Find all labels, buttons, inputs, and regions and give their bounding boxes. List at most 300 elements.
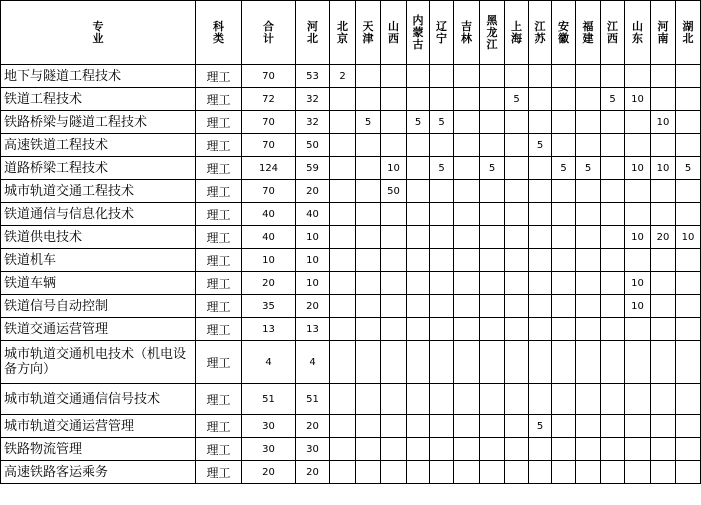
quota-cell	[552, 415, 576, 438]
quota-cell	[651, 318, 676, 341]
quota-cell	[480, 461, 505, 484]
quota-cell	[651, 88, 676, 111]
total-cell: 70	[242, 180, 296, 203]
category-cell: 理工	[196, 134, 242, 157]
quota-cell	[407, 88, 430, 111]
quota-cell	[625, 134, 651, 157]
quota-cell	[407, 180, 430, 203]
header-province: 山东	[625, 1, 651, 65]
quota-cell	[454, 384, 480, 415]
quota-cell	[356, 438, 381, 461]
quota-cell	[454, 295, 480, 318]
quota-cell	[430, 134, 454, 157]
quota-cell	[552, 318, 576, 341]
quota-cell	[480, 226, 505, 249]
quota-cell	[330, 295, 356, 318]
quota-cell	[651, 134, 676, 157]
quota-cell	[356, 157, 381, 180]
quota-cell	[601, 249, 625, 272]
quota-cell	[625, 318, 651, 341]
quota-cell: 20	[296, 180, 330, 203]
quota-cell	[576, 203, 601, 226]
header-province: 福建	[576, 1, 601, 65]
quota-cell	[356, 272, 381, 295]
quota-cell	[529, 249, 552, 272]
quota-cell	[601, 65, 625, 88]
quota-cell	[505, 272, 529, 295]
quota-cell	[676, 341, 701, 384]
table-row	[1, 341, 701, 384]
category-cell: 理工	[196, 461, 242, 484]
quota-cell	[529, 341, 552, 384]
quota-cell: 10	[676, 226, 701, 249]
quota-cell	[601, 295, 625, 318]
quota-cell	[454, 438, 480, 461]
quota-cell	[505, 318, 529, 341]
table-row	[1, 249, 701, 272]
category-cell: 理工	[196, 249, 242, 272]
quota-cell	[601, 203, 625, 226]
quota-cell	[576, 134, 601, 157]
total-cell: 4	[242, 341, 296, 384]
quota-cell	[576, 415, 601, 438]
category-cell: 理工	[196, 203, 242, 226]
quota-cell	[505, 415, 529, 438]
quota-cell	[430, 318, 454, 341]
quota-cell	[430, 88, 454, 111]
quota-cell	[529, 272, 552, 295]
quota-cell: 10	[296, 249, 330, 272]
quota-cell: 5	[480, 157, 505, 180]
quota-cell	[505, 461, 529, 484]
quota-cell	[480, 88, 505, 111]
quota-cell	[601, 157, 625, 180]
header-province: 黑龙江	[480, 1, 505, 65]
quota-cell	[552, 384, 576, 415]
category-cell: 理工	[196, 318, 242, 341]
quota-cell	[454, 180, 480, 203]
quota-cell: 5	[356, 111, 381, 134]
quota-cell: 5	[576, 157, 601, 180]
quota-cell	[356, 461, 381, 484]
quota-cell	[381, 318, 407, 341]
header-province: 天津	[356, 1, 381, 65]
quota-cell	[505, 65, 529, 88]
quota-cell	[407, 157, 430, 180]
category-cell: 理工	[196, 65, 242, 88]
quota-cell	[381, 65, 407, 88]
table-row	[1, 415, 701, 438]
quota-cell	[676, 384, 701, 415]
quota-cell	[576, 226, 601, 249]
quota-cell: 5	[505, 88, 529, 111]
major-cell: 铁路桥梁与隧道工程技术	[1, 111, 196, 134]
quota-cell	[529, 157, 552, 180]
quota-cell	[330, 88, 356, 111]
quota-cell: 32	[296, 111, 330, 134]
quota-cell: 2	[330, 65, 356, 88]
quota-cell: 5	[430, 157, 454, 180]
quota-cell	[676, 180, 701, 203]
quota-cell	[430, 461, 454, 484]
quota-cell: 51	[296, 384, 330, 415]
table-row	[1, 226, 701, 249]
quota-cell	[552, 88, 576, 111]
header-province: 内蒙古	[407, 1, 430, 65]
quota-cell	[381, 438, 407, 461]
quota-cell	[381, 88, 407, 111]
quota-cell	[454, 134, 480, 157]
quota-cell	[625, 438, 651, 461]
quota-cell	[651, 461, 676, 484]
quota-cell	[529, 384, 552, 415]
quota-cell	[676, 203, 701, 226]
header-total: 合计	[242, 1, 296, 65]
quota-cell	[430, 415, 454, 438]
quota-cell	[330, 203, 356, 226]
quota-cell	[625, 111, 651, 134]
quota-cell	[651, 438, 676, 461]
quota-cell	[381, 384, 407, 415]
quota-cell: 50	[296, 134, 330, 157]
total-cell: 10	[242, 249, 296, 272]
quota-cell	[480, 134, 505, 157]
quota-cell	[356, 295, 381, 318]
quota-cell	[480, 203, 505, 226]
total-cell: 20	[242, 461, 296, 484]
quota-cell	[529, 438, 552, 461]
major-cell: 城市轨道交通运营管理	[1, 415, 196, 438]
quota-cell	[330, 318, 356, 341]
quota-cell	[505, 180, 529, 203]
quota-cell	[430, 65, 454, 88]
quota-cell	[529, 65, 552, 88]
header-province: 山西	[381, 1, 407, 65]
table-row	[1, 157, 701, 180]
category-cell: 理工	[196, 226, 242, 249]
quota-cell: 20	[651, 226, 676, 249]
quota-cell	[407, 318, 430, 341]
quota-cell	[356, 65, 381, 88]
header-province: 吉林	[454, 1, 480, 65]
quota-cell	[381, 226, 407, 249]
quota-cell	[407, 295, 430, 318]
category-cell: 理工	[196, 341, 242, 384]
quota-cell	[430, 438, 454, 461]
total-cell: 72	[242, 88, 296, 111]
quota-cell	[601, 226, 625, 249]
category-cell: 理工	[196, 384, 242, 415]
quota-cell	[430, 295, 454, 318]
quota-cell	[576, 438, 601, 461]
quota-cell	[480, 341, 505, 384]
total-cell: 40	[242, 203, 296, 226]
quota-cell	[651, 384, 676, 415]
quota-cell: 10	[296, 272, 330, 295]
quota-cell	[576, 65, 601, 88]
quota-cell	[529, 180, 552, 203]
major-cell: 城市轨道交通机电技术（机电设备方向）	[1, 341, 196, 384]
total-cell: 40	[242, 226, 296, 249]
quota-cell	[625, 249, 651, 272]
quota-cell	[505, 438, 529, 461]
quota-cell	[430, 384, 454, 415]
table-row	[1, 65, 701, 88]
quota-cell: 10	[625, 157, 651, 180]
quota-cell	[601, 180, 625, 203]
header-province: 安徽	[552, 1, 576, 65]
quota-cell	[480, 249, 505, 272]
quota-cell	[454, 226, 480, 249]
header-province: 北京	[330, 1, 356, 65]
quota-cell: 5	[430, 111, 454, 134]
major-cell: 铁道车辆	[1, 272, 196, 295]
quota-cell	[625, 180, 651, 203]
total-cell: 13	[242, 318, 296, 341]
quota-cell	[480, 415, 505, 438]
quota-cell	[381, 461, 407, 484]
quota-cell	[576, 461, 601, 484]
header-province: 江苏	[529, 1, 552, 65]
major-cell: 铁路物流管理	[1, 438, 196, 461]
quota-cell	[330, 180, 356, 203]
quota-cell	[330, 134, 356, 157]
header-province: 江西	[601, 1, 625, 65]
quota-cell	[454, 272, 480, 295]
quota-cell	[356, 226, 381, 249]
quota-cell	[676, 111, 701, 134]
quota-cell	[651, 272, 676, 295]
quota-cell: 59	[296, 157, 330, 180]
table-row	[1, 88, 701, 111]
quota-cell	[381, 249, 407, 272]
quota-cell	[356, 203, 381, 226]
quota-cell	[676, 295, 701, 318]
quota-cell	[330, 438, 356, 461]
table-row	[1, 180, 701, 203]
quota-cell	[529, 88, 552, 111]
quota-cell	[576, 318, 601, 341]
quota-cell	[651, 249, 676, 272]
major-cell: 高速铁道工程技术	[1, 134, 196, 157]
quota-cell	[505, 134, 529, 157]
header-row	[1, 1, 701, 65]
quota-cell	[356, 341, 381, 384]
major-cell: 铁道交通运营管理	[1, 318, 196, 341]
quota-cell	[454, 88, 480, 111]
quota-cell: 20	[296, 415, 330, 438]
quota-cell: 50	[381, 180, 407, 203]
category-cell: 理工	[196, 272, 242, 295]
table-row	[1, 111, 701, 134]
quota-cell	[454, 415, 480, 438]
quota-cell	[330, 157, 356, 180]
quota-cell: 10	[625, 88, 651, 111]
quota-cell	[676, 65, 701, 88]
quota-cell	[480, 318, 505, 341]
table-row	[1, 461, 701, 484]
quota-cell	[625, 384, 651, 415]
category-cell: 理工	[196, 180, 242, 203]
quota-cell: 32	[296, 88, 330, 111]
table-body	[1, 65, 701, 484]
header-province: 河南	[651, 1, 676, 65]
quota-cell	[601, 134, 625, 157]
quota-cell: 5	[529, 134, 552, 157]
category-cell: 理工	[196, 438, 242, 461]
total-cell: 124	[242, 157, 296, 180]
quota-cell	[676, 318, 701, 341]
quota-cell	[407, 438, 430, 461]
category-cell: 理工	[196, 88, 242, 111]
quota-cell: 10	[625, 295, 651, 318]
quota-cell	[480, 111, 505, 134]
category-cell: 理工	[196, 157, 242, 180]
header-province: 河北	[296, 1, 330, 65]
major-cell: 铁道工程技术	[1, 88, 196, 111]
quota-cell	[454, 249, 480, 272]
major-cell: 城市轨道交通通信信号技术	[1, 384, 196, 415]
total-cell: 30	[242, 415, 296, 438]
quota-cell	[505, 249, 529, 272]
quota-cell	[529, 295, 552, 318]
quota-cell: 53	[296, 65, 330, 88]
quota-cell	[454, 461, 480, 484]
header-major: 专业	[1, 1, 196, 65]
quota-cell	[676, 249, 701, 272]
quota-cell	[381, 111, 407, 134]
quota-cell	[381, 203, 407, 226]
quota-cell	[651, 295, 676, 318]
quota-cell	[454, 111, 480, 134]
table-row	[1, 134, 701, 157]
quota-cell	[552, 341, 576, 384]
quota-cell: 20	[296, 295, 330, 318]
quota-cell	[576, 295, 601, 318]
quota-cell: 13	[296, 318, 330, 341]
quota-cell: 10	[296, 226, 330, 249]
quota-cell	[480, 295, 505, 318]
quota-cell	[356, 134, 381, 157]
quota-cell	[552, 438, 576, 461]
major-cell: 铁道供电技术	[1, 226, 196, 249]
major-cell: 城市轨道交通工程技术	[1, 180, 196, 203]
quota-cell	[625, 203, 651, 226]
quota-cell: 5	[601, 88, 625, 111]
table-row	[1, 384, 701, 415]
quota-cell	[552, 226, 576, 249]
header-province: 辽宁	[430, 1, 454, 65]
header-category: 科类	[196, 1, 242, 65]
quota-cell	[576, 384, 601, 415]
quota-cell	[601, 384, 625, 415]
quota-cell	[381, 341, 407, 384]
quota-cell	[601, 461, 625, 484]
quota-cell	[505, 226, 529, 249]
quota-cell	[407, 272, 430, 295]
quota-cell	[552, 461, 576, 484]
quota-cell	[356, 384, 381, 415]
major-cell: 道路桥梁工程技术	[1, 157, 196, 180]
quota-cell	[330, 341, 356, 384]
quota-cell	[454, 203, 480, 226]
quota-cell	[552, 249, 576, 272]
quota-cell	[407, 461, 430, 484]
table-row	[1, 295, 701, 318]
quota-cell	[356, 88, 381, 111]
major-cell: 铁道通信与信息化技术	[1, 203, 196, 226]
quota-cell: 10	[651, 157, 676, 180]
quota-cell	[407, 226, 430, 249]
quota-cell	[505, 384, 529, 415]
table-row	[1, 272, 701, 295]
quota-cell	[430, 203, 454, 226]
quota-cell: 10	[625, 272, 651, 295]
total-cell: 30	[242, 438, 296, 461]
quota-cell: 10	[625, 226, 651, 249]
quota-cell	[407, 249, 430, 272]
quota-cell	[407, 341, 430, 384]
total-cell: 51	[242, 384, 296, 415]
quota-cell	[552, 295, 576, 318]
quota-cell	[676, 272, 701, 295]
quota-cell: 5	[529, 415, 552, 438]
quota-cell	[407, 134, 430, 157]
quota-cell	[407, 384, 430, 415]
quota-cell	[505, 203, 529, 226]
major-cell: 地下与隧道工程技术	[1, 65, 196, 88]
quota-cell	[529, 461, 552, 484]
header-province: 上海	[505, 1, 529, 65]
quota-cell	[651, 341, 676, 384]
quota-cell	[356, 318, 381, 341]
quota-cell	[407, 203, 430, 226]
quota-cell	[651, 415, 676, 438]
quota-cell	[601, 272, 625, 295]
quota-cell	[601, 318, 625, 341]
table-row	[1, 203, 701, 226]
quota-cell	[529, 226, 552, 249]
quota-cell	[625, 65, 651, 88]
quota-cell: 5	[676, 157, 701, 180]
quota-cell	[330, 272, 356, 295]
quota-cell: 5	[552, 157, 576, 180]
category-cell: 理工	[196, 295, 242, 318]
quota-cell	[454, 157, 480, 180]
category-cell: 理工	[196, 111, 242, 134]
quota-cell	[576, 341, 601, 384]
quota-cell	[454, 318, 480, 341]
quota-cell: 20	[296, 461, 330, 484]
quota-cell	[529, 203, 552, 226]
quota-cell	[330, 111, 356, 134]
total-cell: 70	[242, 134, 296, 157]
quota-cell	[576, 88, 601, 111]
quota-cell	[505, 111, 529, 134]
quota-cell	[576, 249, 601, 272]
quota-cell	[356, 249, 381, 272]
major-cell: 铁道信号自动控制	[1, 295, 196, 318]
quota-cell	[330, 415, 356, 438]
total-cell: 70	[242, 111, 296, 134]
quota-cell	[576, 111, 601, 134]
quota-cell	[381, 295, 407, 318]
table-row	[1, 318, 701, 341]
quota-cell: 4	[296, 341, 330, 384]
quota-cell	[430, 249, 454, 272]
quota-cell	[480, 438, 505, 461]
header-province: 湖北	[676, 1, 701, 65]
